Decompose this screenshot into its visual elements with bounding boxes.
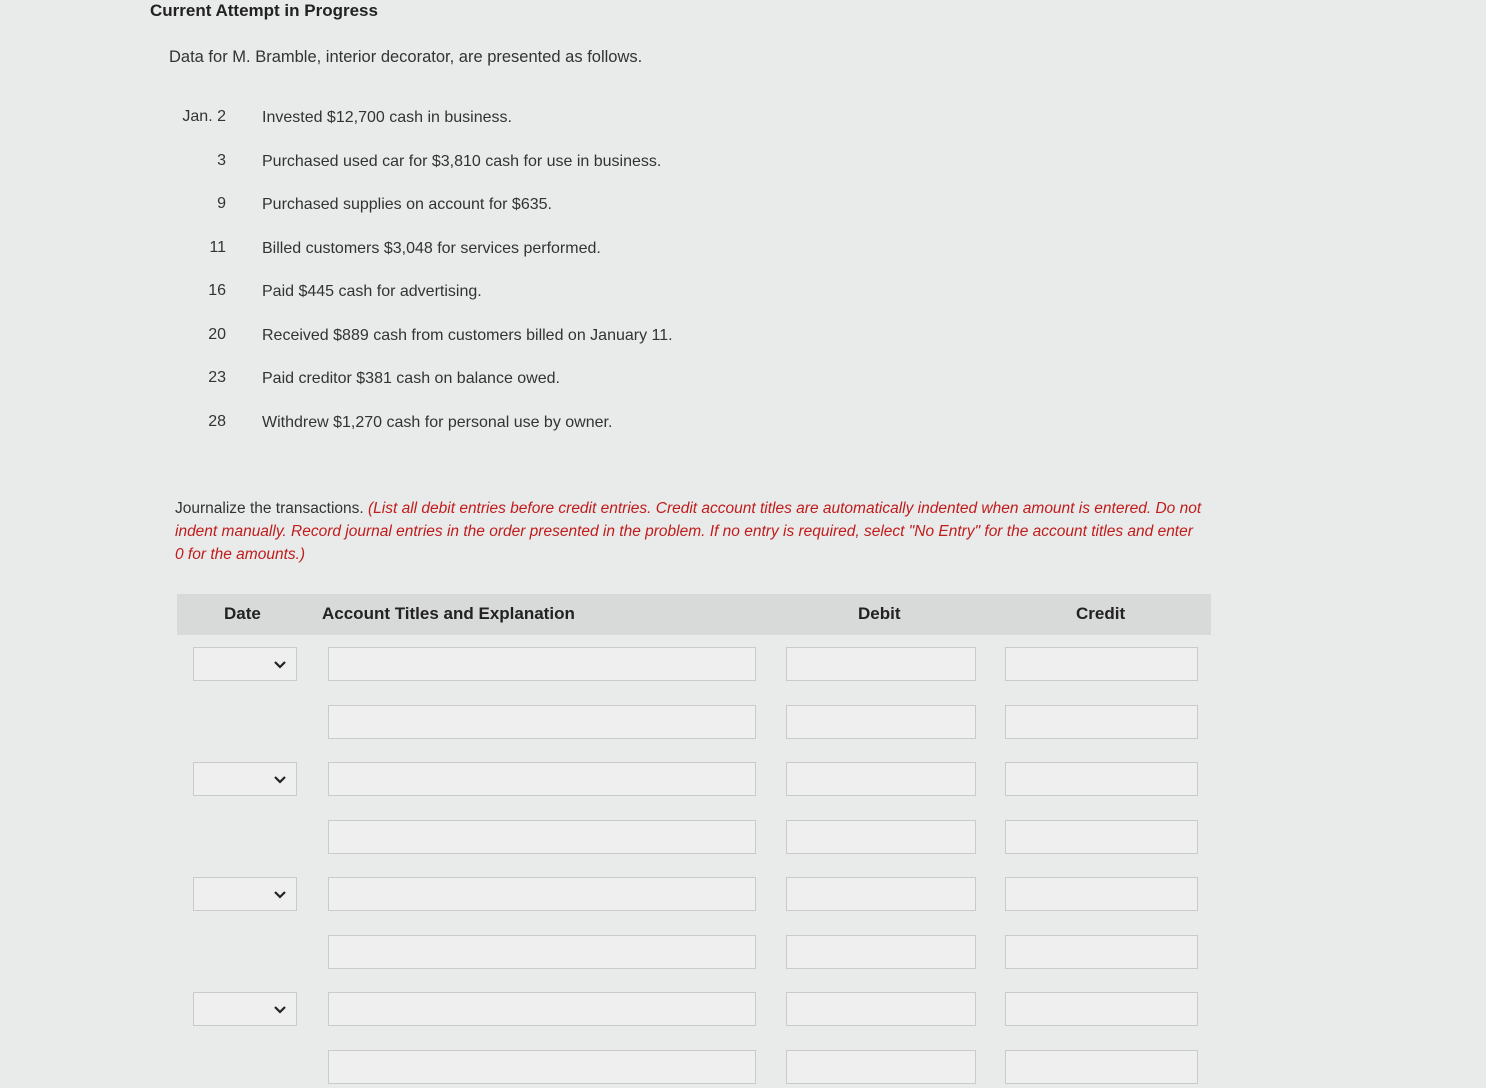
transaction-date: 3 (217, 151, 226, 169)
journal-row (0, 762, 1486, 800)
date-select[interactable] (193, 992, 297, 1026)
journal-row (0, 820, 1486, 858)
debit-input[interactable] (786, 705, 976, 739)
transaction-row (160, 239, 860, 283)
journal-row (0, 935, 1486, 973)
chevron-down-icon (272, 1001, 288, 1017)
transaction-row (160, 282, 860, 326)
transaction-list (160, 108, 860, 456)
credit-input[interactable] (1005, 705, 1198, 739)
transaction-row (160, 108, 860, 152)
attempt-status: Current Attempt in Progress (150, 1, 378, 20)
transaction-row (160, 195, 860, 239)
transaction-row (160, 413, 860, 457)
debit-column-header: Debit (858, 604, 901, 623)
transaction-description: Purchased supplies on account for $635. (262, 196, 552, 213)
account-title-input[interactable] (328, 935, 756, 969)
transaction-description: Paid creditor $381 cash on balance owed. (262, 370, 560, 387)
transaction-row (160, 152, 860, 196)
credit-input[interactable] (1005, 1050, 1198, 1084)
account-title-input[interactable] (328, 992, 756, 1026)
chevron-down-icon (272, 771, 288, 787)
account-column-header: Account Titles and Explanation (322, 604, 575, 623)
transaction-date: Jan. 2 (182, 108, 226, 125)
credit-input[interactable] (1005, 762, 1198, 796)
date-column-header: Date (224, 604, 261, 623)
date-select[interactable] (193, 762, 297, 796)
transaction-description: Paid $445 cash for advertising. (262, 283, 482, 300)
account-title-input[interactable] (328, 647, 756, 681)
journal-row (0, 992, 1486, 1030)
credit-input[interactable] (1005, 992, 1198, 1026)
account-title-input[interactable] (328, 705, 756, 739)
debit-input[interactable] (786, 647, 976, 681)
transaction-row (160, 326, 860, 370)
debit-input[interactable] (786, 820, 976, 854)
journal-row (0, 705, 1486, 743)
instructions-lead: Journalize the transactions. (175, 500, 368, 517)
transaction-date: 20 (208, 325, 226, 343)
credit-input[interactable] (1005, 935, 1198, 969)
transaction-date: 28 (208, 412, 226, 430)
transaction-description: Withdrew $1,270 cash for personal use by owner. (262, 413, 613, 431)
credit-input[interactable] (1005, 820, 1198, 854)
debit-input[interactable] (786, 935, 976, 969)
journal-row (0, 647, 1486, 685)
transaction-row (160, 369, 860, 413)
account-title-input[interactable] (328, 820, 756, 854)
chevron-down-icon (272, 656, 288, 672)
transaction-description: Billed customers $3,048 for services performed. (262, 239, 601, 257)
instructions-note: (List all debit entries before credit entries. Credit account titles are automatically indented when amount is entered. Do not indent manually. Record journal entries in the order presented in the problem. If no entry is required, select "No Entry" for the account titles and enter 0 for the amounts.) (175, 500, 1202, 563)
debit-input[interactable] (786, 877, 976, 911)
transaction-date: 9 (217, 195, 226, 212)
problem-intro: Data for M. Bramble, interior decorator, are presented as follows. (169, 48, 643, 66)
transaction-description: Received $889 cash from customers billed on January 11. (262, 326, 673, 344)
journal-row (0, 877, 1486, 915)
account-title-input[interactable] (328, 762, 756, 796)
transaction-date: 16 (208, 282, 226, 299)
credit-input[interactable] (1005, 877, 1198, 911)
account-title-input[interactable] (328, 1050, 756, 1084)
debit-input[interactable] (786, 762, 976, 796)
instructions (175, 497, 1205, 566)
transaction-description: Invested $12,700 cash in business. (262, 109, 512, 126)
account-title-input[interactable] (328, 877, 756, 911)
date-select[interactable] (193, 647, 297, 681)
transaction-description: Purchased used car for $3,810 cash for use in business. (262, 152, 662, 170)
journal-header (177, 594, 1211, 635)
journal-row (0, 1050, 1486, 1088)
date-select[interactable] (193, 877, 297, 911)
transaction-date: 11 (209, 238, 226, 256)
chevron-down-icon (272, 886, 288, 902)
debit-input[interactable] (786, 992, 976, 1026)
transaction-date: 23 (208, 369, 226, 386)
credit-column-header: Credit (1076, 604, 1126, 623)
credit-input[interactable] (1005, 647, 1198, 681)
debit-input[interactable] (786, 1050, 976, 1084)
